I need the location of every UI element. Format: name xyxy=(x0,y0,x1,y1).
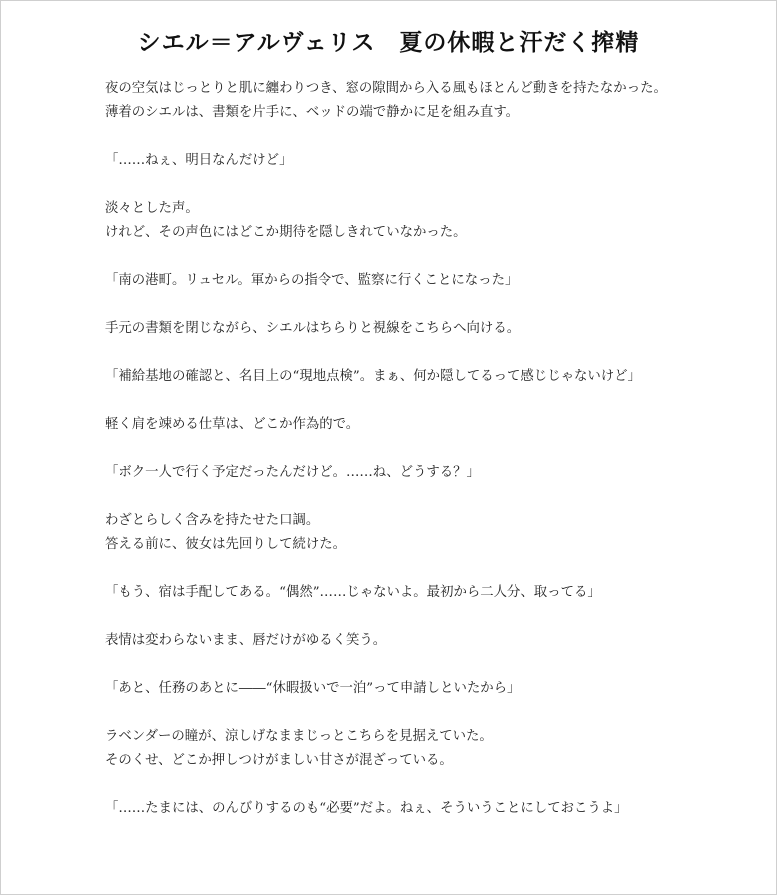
text-line: 「あと、任務のあとに――“休暇扱いで一泊”って申請しといたから」 xyxy=(105,681,521,696)
paragraph xyxy=(105,197,675,245)
paragraph xyxy=(105,77,675,125)
text-line: 「ボク一人で行く予定だったんだけど。……ね、どうする？」 xyxy=(105,465,480,480)
dialogue-paragraph xyxy=(105,797,675,821)
dialogue-paragraph xyxy=(105,677,675,701)
paragraph xyxy=(105,317,675,341)
text-line: 表情は変わらないまま、唇だけがゆるく笑う。 xyxy=(105,633,387,648)
dialogue-paragraph xyxy=(105,461,675,485)
text-line: ラベンダーの瞳が、涼しげなままじっとこちらを見据えていた。 xyxy=(105,729,493,744)
dialogue-paragraph xyxy=(105,581,675,605)
text-line: 「もう、宿は手配してある。“偶然”……じゃないよ。最初から二人分、取ってる」 xyxy=(105,585,601,600)
text-line: 「補給基地の確認と、名目上の“現地点検”。まぁ、何か隠してるって感じじゃないけど」 xyxy=(105,369,641,384)
paragraph xyxy=(105,629,675,653)
text-line: 淡々とした声。 xyxy=(105,201,199,216)
paragraph xyxy=(105,509,675,557)
text-line: そのくせ、どこか押しつけがましい甘さが混ざっている。 xyxy=(105,753,453,768)
text-line: 答える前に、彼女は先回りして続けた。 xyxy=(105,537,347,552)
text-line: 「……ねぇ、明日なんだけど」 xyxy=(105,153,293,168)
paragraph xyxy=(105,413,675,437)
dialogue-paragraph xyxy=(105,149,675,173)
text-line: 軽く肩を竦める仕草は、どこか作為的で。 xyxy=(105,417,360,432)
text-line: わざとらしく含みを持たせた口調。 xyxy=(105,513,320,528)
story-body xyxy=(105,77,675,845)
text-line: 夜の空気はじっとりと肌に纏わりつき、窓の隙間から入る風もほとんど動きを持たなかった。 xyxy=(105,81,667,96)
dialogue-paragraph xyxy=(105,365,675,389)
text-line: 「……たまには、のんびりするのも“必要”だよ。ねぇ、そういうことにしておこうよ」 xyxy=(105,801,628,816)
text-line: 手元の書類を閉じながら、シエルはちらりと視線をこちらへ向ける。 xyxy=(105,321,521,336)
dialogue-paragraph xyxy=(105,269,675,293)
text-line: 「南の港町。リュセル。軍からの指令で、監察に行くことになった」 xyxy=(105,273,519,288)
text-line: 薄着のシエルは、書類を片手に、ベッドの端で静かに足を組み直す。 xyxy=(105,105,520,120)
paragraph xyxy=(105,725,675,773)
document-title: シエル＝アルヴェリス 夏の休暇と汗だく搾精 xyxy=(137,29,640,57)
text-line: けれど、その声色にはどこか期待を隠しきれていなかった。 xyxy=(105,225,467,240)
